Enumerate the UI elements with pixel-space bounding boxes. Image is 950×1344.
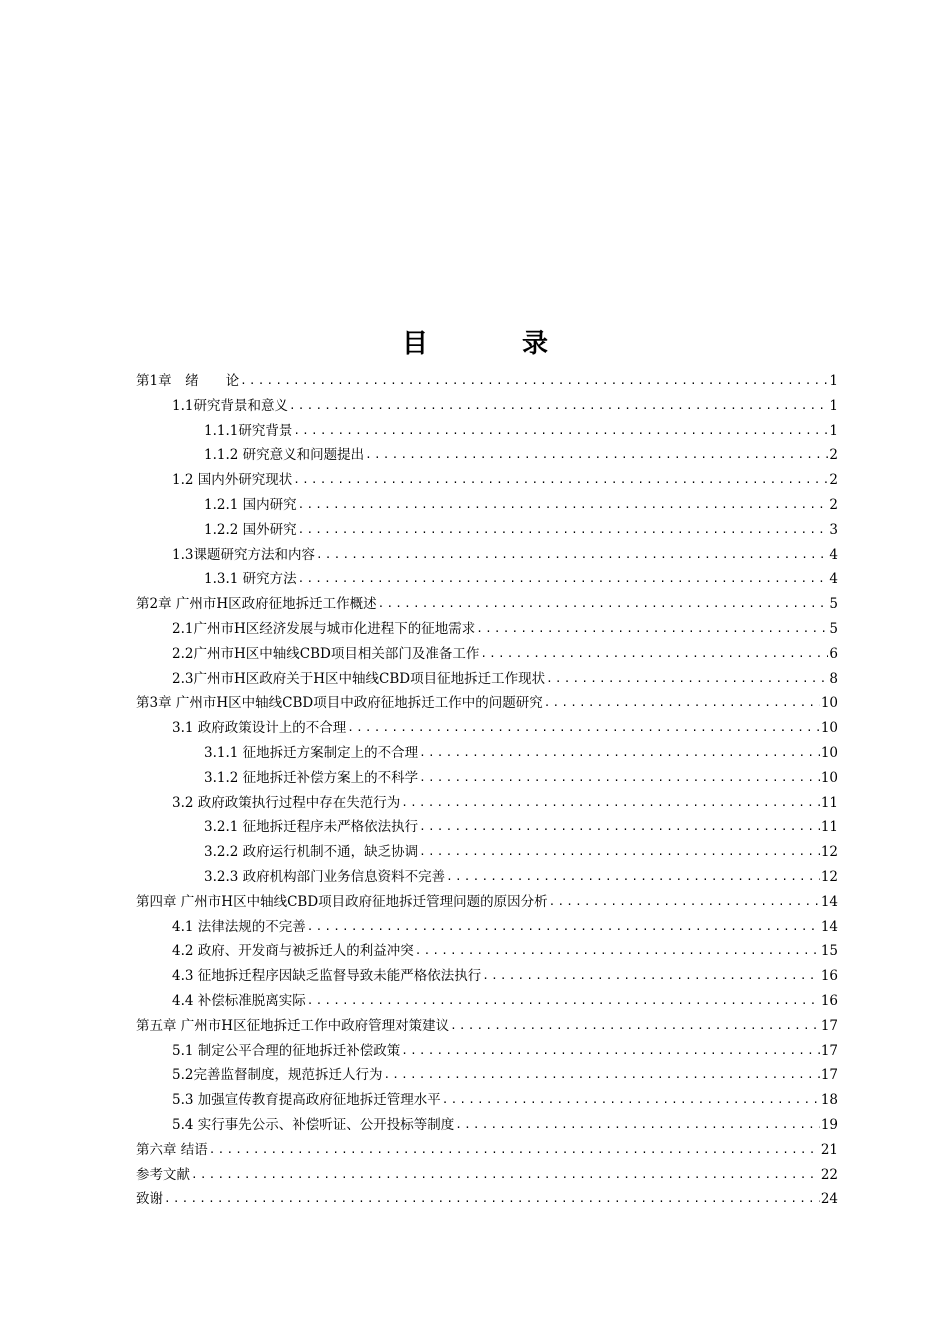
toc-dot-leader <box>544 691 820 716</box>
toc-entry[interactable] <box>136 840 838 865</box>
toc-entry-title: 3.2.1 征地拆迁程序未严格依法执行 <box>204 819 419 836</box>
toc-entry[interactable] <box>136 1138 838 1163</box>
toc-entry-page: 8 <box>829 670 838 687</box>
toc-entry-page: 1 <box>829 397 838 414</box>
toc-entry-title: 1.2 国内外研究现状 <box>172 472 293 489</box>
toc-entry[interactable] <box>136 1014 838 1039</box>
toc-entry[interactable] <box>136 567 838 592</box>
toc-dot-leader <box>191 1163 820 1188</box>
toc-entry-title: 3.1.2 征地拆迁补偿方案上的不科学 <box>204 769 419 786</box>
toc-dot-leader <box>415 939 820 964</box>
toc-entry[interactable] <box>136 543 838 568</box>
toc-dot-leader <box>347 716 820 741</box>
toc-entry[interactable] <box>136 691 838 716</box>
toc-entry-title: 第1章 绪 论 <box>136 373 240 389</box>
toc-dot-leader <box>298 493 829 518</box>
toc-entry-page: 17 <box>820 1017 838 1034</box>
toc-entry-page: 6 <box>829 645 838 662</box>
toc-entry-page: 17 <box>820 1067 838 1084</box>
toc-entry-title: 5.4 实行事先公示、补偿听证、公开投标等制度 <box>172 1116 455 1133</box>
toc-entry-page: 14 <box>820 918 838 935</box>
toc-entry-page: 2 <box>829 447 838 464</box>
toc-entry-page: 14 <box>820 893 838 910</box>
toc-entry[interactable] <box>136 667 838 692</box>
toc-entry-page: 11 <box>820 794 838 811</box>
toc-entry-title: 4.1 法律法规的不完善 <box>172 918 306 935</box>
toc-entry[interactable] <box>136 1088 838 1113</box>
toc-entry[interactable] <box>136 964 838 989</box>
toc-entry-page: 16 <box>820 968 838 985</box>
toc-entry[interactable] <box>136 468 838 493</box>
toc-dot-leader <box>419 840 820 865</box>
toc-entry-title: 2.1广州市H区经济发展与城市化进程下的征地需求 <box>172 620 476 637</box>
toc-entry[interactable] <box>136 518 838 543</box>
toc-entry-page: 15 <box>820 943 838 960</box>
toc-entry-title: 3.2 政府政策执行过程中存在失范行为 <box>172 794 401 811</box>
toc-entry-page: 16 <box>820 992 838 1009</box>
toc-dot-leader <box>482 964 820 989</box>
toc-dot-leader <box>442 1088 820 1113</box>
toc-entry-title: 1.3.1 研究方法 <box>204 571 297 588</box>
toc-entry-page: 3 <box>829 521 838 538</box>
toc-entry-page: 12 <box>820 844 838 861</box>
toc-dot-leader <box>401 1039 820 1064</box>
toc-dot-leader <box>419 741 820 766</box>
toc-entry-title: 第六章 结语 <box>136 1141 208 1158</box>
toc-title: 目 录 <box>401 329 582 359</box>
toc-entry-page: 10 <box>820 695 838 712</box>
toc-dot-leader <box>378 592 829 617</box>
toc-entry-title: 3.2.2 政府运行机制不通，缺乏协调 <box>204 844 419 861</box>
toc-entry-page: 10 <box>820 720 838 737</box>
toc-entry[interactable] <box>136 443 838 468</box>
toc-entry-title: 3.1.1 征地拆迁方案制定上的不合理 <box>204 744 419 761</box>
toc-dot-leader <box>419 766 820 791</box>
toc-entry-title: 5.3 加强宣传教育提高政府征地拆迁管理水平 <box>172 1092 441 1109</box>
toc-entry[interactable] <box>136 1163 838 1188</box>
toc-entry-title: 2.2广州市H区中轴线CBD项目相关部门及准备工作 <box>172 645 480 662</box>
toc-dot-leader <box>446 865 820 890</box>
toc-entry[interactable] <box>136 791 838 816</box>
toc-dot-leader <box>546 667 828 692</box>
toc-entry-page: 5 <box>829 596 838 613</box>
toc-dot-leader <box>209 1138 820 1163</box>
toc-entry-title: 第3章 广州市H区中轴线CBD项目中政府征地拆迁工作中的问题研究 <box>136 695 543 712</box>
toc-dot-leader <box>383 1063 819 1088</box>
toc-entry-title: 4.4 补偿标准脱离实际 <box>172 992 306 1009</box>
toc-entry[interactable] <box>136 369 838 394</box>
toc-entry-page: 19 <box>820 1116 838 1133</box>
toc-entry-page: 4 <box>829 571 838 588</box>
toc-entry-page: 18 <box>820 1092 838 1109</box>
toc-entry-page: 24 <box>820 1191 838 1208</box>
toc-entry[interactable] <box>136 915 838 940</box>
toc-dot-leader <box>298 518 829 543</box>
toc-entry-title: 2.3广州市H区政府关于H区中轴线CBD项目征地拆迁工作现状 <box>172 670 546 687</box>
toc-dot-leader <box>419 815 820 840</box>
toc-entry-title: 4.3 征地拆迁程序因缺乏监督导致未能严格依法执行 <box>172 968 482 985</box>
toc-entry[interactable] <box>136 642 838 667</box>
toc-dot-leader <box>401 791 820 816</box>
toc-entry-page: 21 <box>820 1141 838 1158</box>
toc-entry[interactable] <box>136 617 838 642</box>
toc-entry-page: 4 <box>829 546 838 563</box>
toc-entry-title: 5.1 制定公平合理的征地拆迁补偿政策 <box>172 1042 401 1059</box>
toc-entry-title: 第四章 广州市H区中轴线CBD项目政府征地拆迁管理问题的原因分析 <box>136 893 548 910</box>
toc-entry-title: 1.2.1 国内研究 <box>204 496 297 513</box>
toc-dot-leader <box>298 567 829 592</box>
toc-entry[interactable] <box>136 1113 838 1138</box>
toc-entry-title: 1.3课题研究方法和内容 <box>172 546 315 563</box>
toc-entry-title: 1.2.2 国外研究 <box>204 521 297 538</box>
toc-dot-leader <box>307 915 820 940</box>
toc-dot-leader <box>293 419 828 444</box>
toc-entry[interactable] <box>136 394 838 419</box>
toc-dot-leader <box>316 543 828 568</box>
toc-dot-leader <box>476 617 828 642</box>
toc-entry-page: 12 <box>820 868 838 885</box>
toc-dot-leader <box>164 1187 820 1212</box>
toc-dot-leader <box>450 1014 820 1039</box>
table-of-contents <box>136 369 838 1212</box>
toc-entry-title: 1.1.1研究背景 <box>204 422 293 439</box>
toc-entry-title: 3.2.3 政府机构部门业务信息资料不完善 <box>204 868 446 885</box>
toc-entry-page: 11 <box>820 819 838 836</box>
toc-entry-title: 5.2完善监督制度，规范拆迁人行为 <box>172 1067 383 1084</box>
toc-entry-title: 第2章 广州市H区政府征地拆迁工作概述 <box>136 596 377 613</box>
toc-entry-title: 致谢 <box>136 1191 163 1208</box>
toc-entry[interactable] <box>136 493 838 518</box>
toc-dot-leader <box>307 989 820 1014</box>
toc-entry[interactable] <box>136 592 838 617</box>
toc-entry[interactable] <box>136 419 838 444</box>
toc-entry-title: 4.2 政府、开发商与被拆迁人的利益冲突 <box>172 943 414 960</box>
toc-entry-title: 1.1.2 研究意义和问题提出 <box>204 447 365 464</box>
toc-entry[interactable] <box>136 989 838 1014</box>
toc-entry-page: 17 <box>820 1042 838 1059</box>
toc-dot-leader <box>480 642 828 667</box>
toc-entry[interactable] <box>136 890 838 915</box>
toc-dot-leader <box>240 369 828 394</box>
toc-entry-page: 2 <box>829 496 838 513</box>
toc-entry[interactable] <box>136 1039 838 1064</box>
toc-entry-title: 第五章 广州市H区征地拆迁工作中政府管理对策建议 <box>136 1017 450 1034</box>
toc-entry[interactable] <box>136 741 838 766</box>
toc-entry[interactable] <box>136 1063 838 1088</box>
toc-entry[interactable] <box>136 939 838 964</box>
toc-entry[interactable] <box>136 766 838 791</box>
toc-dot-leader <box>293 468 828 493</box>
toc-entry[interactable] <box>136 1187 838 1212</box>
toc-entry-page: 2 <box>829 472 838 489</box>
toc-entry-title: 3.1 政府政策设计上的不合理 <box>172 720 347 737</box>
toc-entry-page: 1 <box>829 422 838 439</box>
toc-dot-leader <box>549 890 820 915</box>
toc-entry[interactable] <box>136 815 838 840</box>
toc-entry-title: 参考文献 <box>136 1166 190 1183</box>
toc-entry-page: 1 <box>829 373 838 389</box>
toc-entry[interactable] <box>136 716 838 741</box>
toc-entry-page: 5 <box>829 620 838 637</box>
toc-entry-page: 22 <box>820 1166 838 1183</box>
toc-dot-leader <box>365 443 828 468</box>
toc-entry-page: 10 <box>820 769 838 786</box>
toc-dot-leader <box>455 1113 820 1138</box>
toc-entry[interactable] <box>136 865 838 890</box>
toc-dot-leader <box>289 394 828 419</box>
toc-entry-title: 1.1研究背景和意义 <box>172 397 288 414</box>
toc-entry-page: 10 <box>820 744 838 761</box>
